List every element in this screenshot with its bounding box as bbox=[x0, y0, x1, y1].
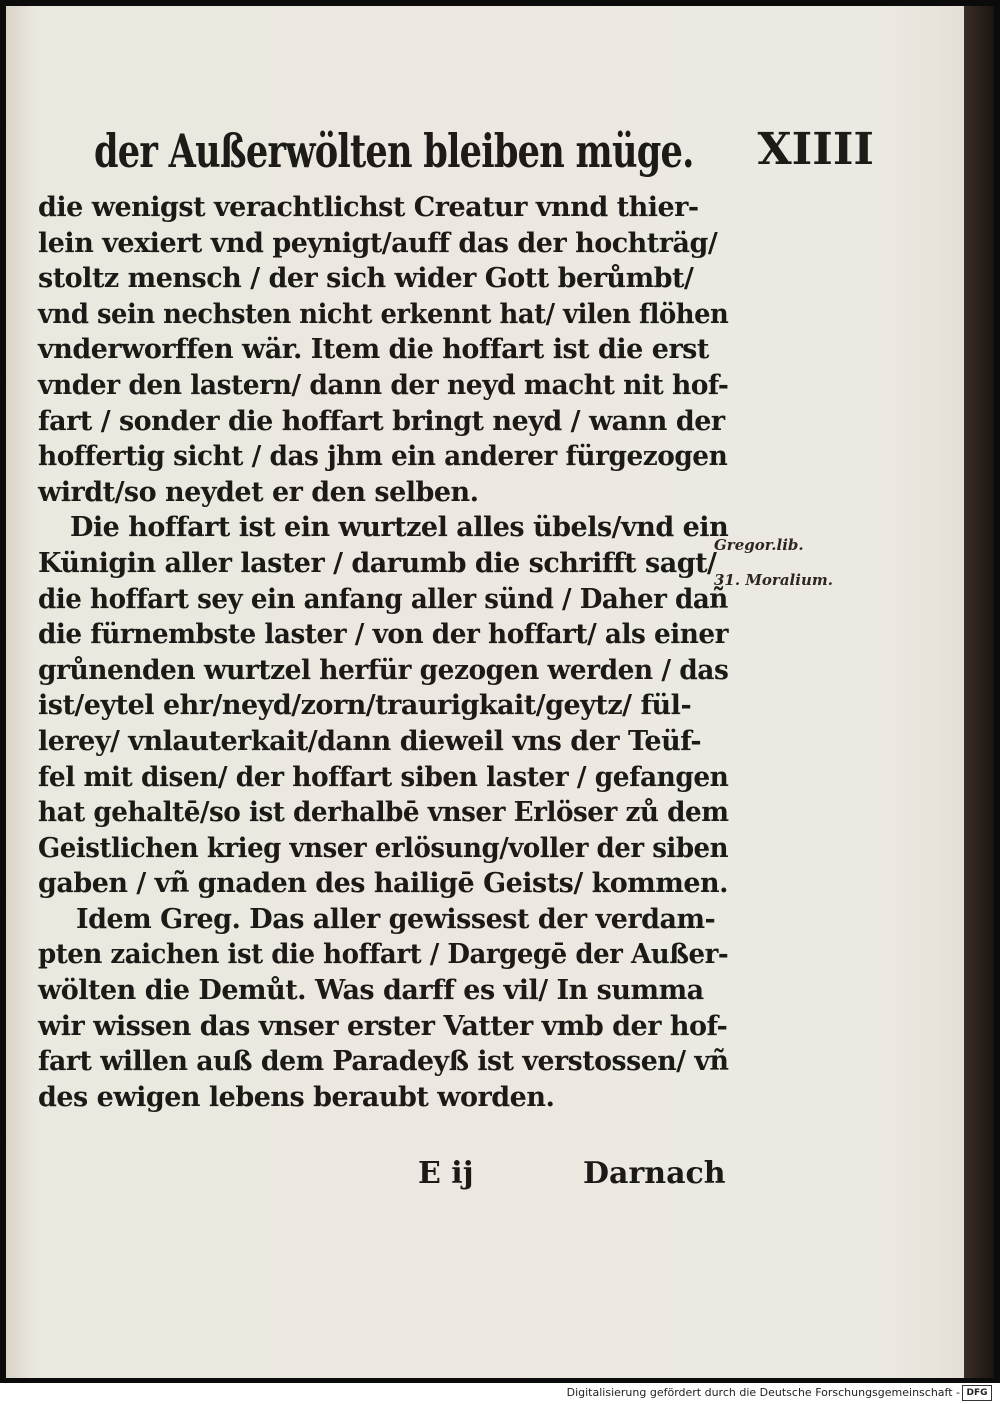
folio-number: XIIII bbox=[757, 124, 874, 175]
dfg-logo: DFG bbox=[962, 1385, 992, 1401]
text-line: Idem Greg. Das aller gewissest der verdam- bbox=[76, 903, 716, 935]
text-line: fart / sonder die hoffart bringt neyd / wann der bbox=[38, 405, 725, 437]
text-line: grůnenden wurtzel herfür gezogen werden / das bbox=[38, 654, 729, 686]
text-line: vnderworffen wär. Item die hoffart ist die erst bbox=[38, 334, 709, 366]
text-line: vnd sein nechsten nicht erkennt hat/ vilen flöhen bbox=[38, 298, 729, 330]
text-line: Geistlichen krieg vnser erlösung/voller der siben bbox=[38, 832, 729, 864]
running-head bbox=[94, 124, 874, 194]
signature-mark: E ij bbox=[418, 1156, 474, 1191]
text-line: ist/eytel ehr/neyd/zorn/traurigkait/geytz/ fül- bbox=[38, 690, 692, 722]
text-line: lein vexiert vnd peynigt/auff das der hochträg/ bbox=[38, 227, 718, 259]
margin-note-book: 31. Moralium. bbox=[714, 571, 833, 589]
text-line: vnder den lastern/ dann der neyd macht nit hof- bbox=[38, 369, 729, 401]
text-line: wölten die Demůt. Was darff es vil/ In summa bbox=[38, 975, 704, 1007]
margin-note-source: Gregor.lib. bbox=[714, 536, 804, 554]
text-line: pten zaichen ist die hoffart / Dargegē der Außer- bbox=[38, 939, 729, 971]
text-line: Künigin aller laster / darumb die schrifft sagt/ bbox=[38, 547, 717, 579]
book-page bbox=[6, 6, 964, 1378]
text-line: die hoffart sey ein anfang aller sünd / Daher dañ bbox=[38, 583, 728, 615]
text-line: fel mit disen/ der hoffart siben laster / gefangen bbox=[38, 761, 729, 793]
body-text bbox=[38, 190, 728, 1115]
running-title: der Außerwölten bleiben müge. bbox=[94, 124, 694, 178]
text-line: wirdt/so neydet er den selben. bbox=[38, 476, 479, 508]
text-line: die fürnembste laster / von der hoffart/ als einer bbox=[38, 619, 729, 651]
text-line: die wenigst verachtlichst Creatur vnnd thier- bbox=[38, 192, 699, 223]
funding-credit: Digitalisierung gefördert durch die Deutsche Forschungsgemeinschaft - bbox=[566, 1386, 960, 1399]
text-line: lerey/ vnlauterkait/dann dieweil vns der Teüf- bbox=[38, 725, 702, 757]
text-line: wir wissen das vnser erster Vatter vmb der hof- bbox=[38, 1010, 728, 1042]
credit-bar bbox=[0, 1383, 1000, 1404]
text-line: hat gehaltē/so ist derhalbē vnser Erlöser zů dem bbox=[38, 797, 729, 829]
text-line: fart willen auß dem Paradeyß ist verstossen/ vñ bbox=[38, 1046, 729, 1078]
page-edge bbox=[964, 6, 994, 1378]
catchword: Darnach bbox=[583, 1156, 726, 1191]
text-line: gaben / vñ gnaden des hailigē Geists/ kommen. bbox=[38, 868, 729, 900]
text-line: hoffertig sicht / das jhm ein anderer fürgezogen bbox=[38, 441, 728, 473]
text-line: Die hoffart ist ein wurtzel alles übels/vnd ein bbox=[70, 512, 729, 544]
text-line: des ewigen lebens beraubt worden. bbox=[38, 1081, 555, 1113]
page-footer bbox=[6, 1156, 964, 1198]
text-line: stoltz mensch / der sich wider Gott berůmbt/ bbox=[38, 263, 694, 295]
